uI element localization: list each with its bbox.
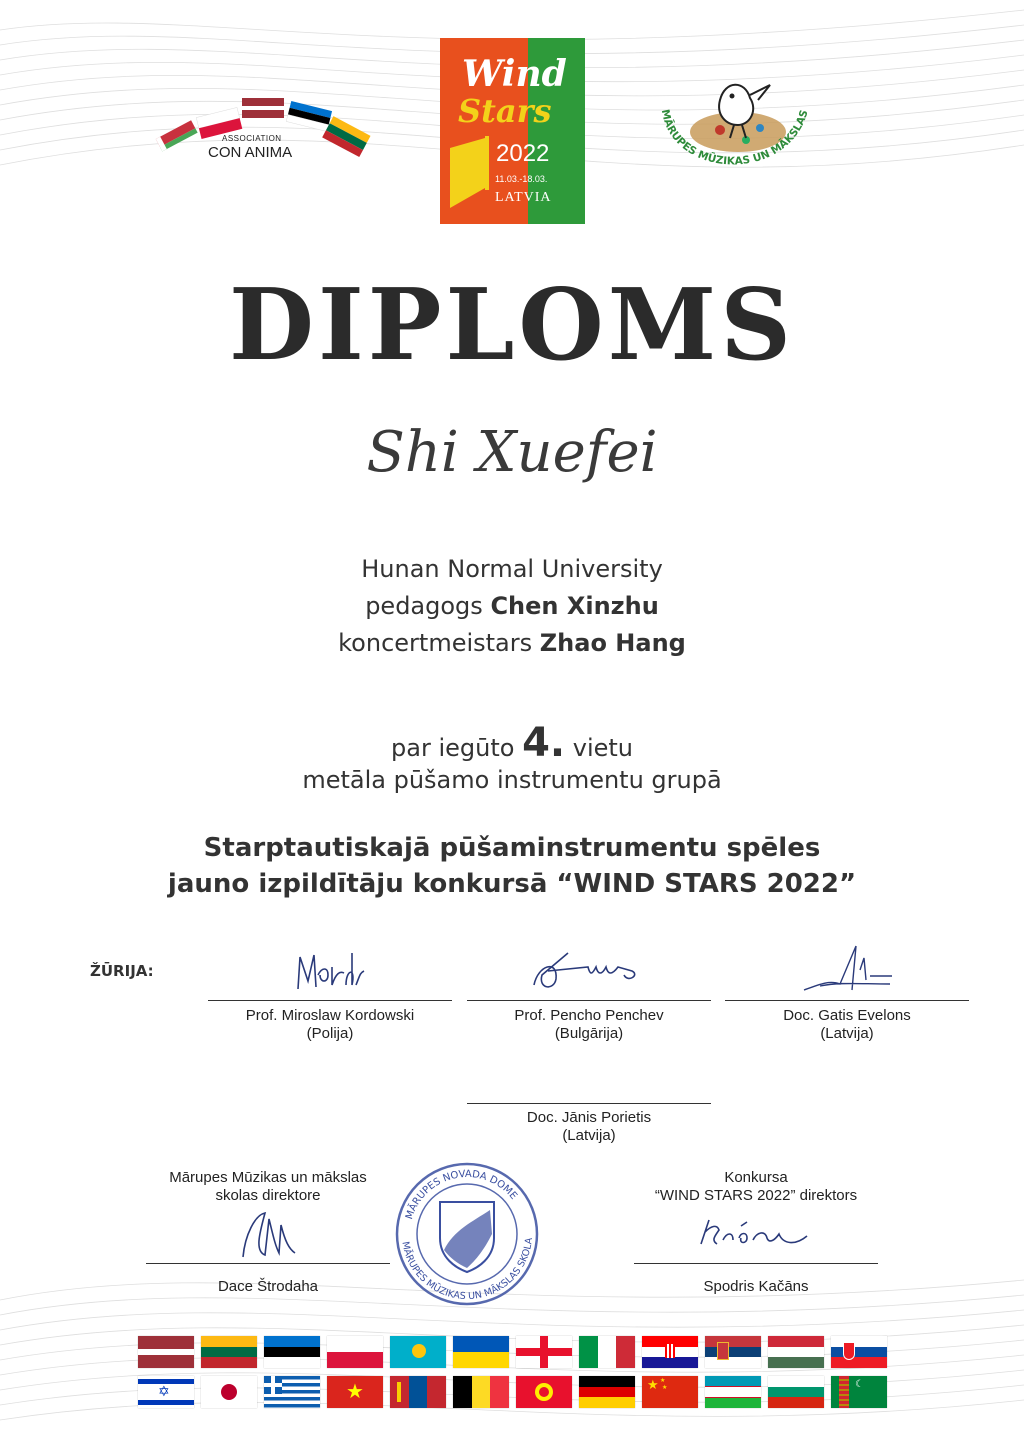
logo-word-stars: Stars (458, 92, 552, 130)
greece-flag (264, 1376, 320, 1408)
japan-flag (201, 1376, 257, 1408)
competition-director-name: Spodris Kačāns (703, 1278, 809, 1295)
competition-director-title (634, 1169, 878, 1205)
israel-flag: ✡ (138, 1376, 194, 1408)
serbia-flag (705, 1336, 761, 1368)
croatia-flag (642, 1336, 698, 1368)
competition-line-2: jauno izpildītāju konkursā “WIND STARS 2022” (167, 869, 857, 899)
logo-country: LATVIA (495, 190, 552, 205)
signature-strodaha (235, 1205, 305, 1265)
accompanist-role: koncertmeistars (338, 629, 533, 657)
jury-member-porietis (467, 1109, 711, 1145)
slovakia-flag (831, 1336, 887, 1368)
flags-row-1 (138, 1336, 888, 1368)
turkmenistan-flag: ☾ (831, 1376, 887, 1408)
jury-name: Doc. Gatis Evelons (783, 1007, 911, 1024)
china-flag: ★ ★ ★ (642, 1376, 698, 1408)
recipient-name: Shi Xuefei (366, 420, 658, 485)
association-logo (150, 92, 375, 172)
logo-dates: 11.03.-18.03. (495, 174, 548, 184)
jury-member-penchev (467, 1007, 711, 1043)
jury-country: (Bulgārija) (554, 1025, 624, 1042)
wind-stars-logo (440, 38, 585, 224)
competition-director-title-line2: “WIND STARS 2022” direktors (654, 1187, 858, 1204)
award-line (0, 720, 1024, 766)
jury-member-evelons (725, 1007, 969, 1043)
award-group: metāla pūšamo instrumentu grupā (302, 766, 722, 794)
competition-director-title-line1: Konkursa (724, 1169, 788, 1186)
signature-line-evelons (725, 1000, 969, 1001)
jury-member-kordowski (208, 1007, 452, 1043)
teacher-line (0, 592, 1024, 620)
signature-line-penchev (467, 1000, 711, 1001)
estonia-flag (264, 1336, 320, 1368)
association-name: CON ANIMA (208, 144, 293, 161)
italy-flag (579, 1336, 635, 1368)
stamp-top-text: MĀRUPES NOVADA DOME (404, 1168, 519, 1221)
school-logo-ring-text: MĀRUPES MŪZIKAS UN MĀKSLAS (658, 108, 811, 168)
signature-line-strodaha (146, 1263, 390, 1264)
bulgaria-flag (768, 1376, 824, 1408)
award-place: 4. (522, 720, 566, 766)
ukraine-flag (453, 1336, 509, 1368)
latvia-flag (138, 1336, 194, 1368)
signature-line-kordowski (208, 1000, 452, 1001)
signature-kordowski (290, 945, 370, 997)
school-director-title-line2: skolas direktore (215, 1187, 321, 1204)
school-director-name: Dace Štrodaha (217, 1278, 319, 1295)
flags-row-2 (138, 1376, 888, 1408)
association-small-label: ASSOCIATION (222, 134, 282, 143)
school-director-title (146, 1169, 390, 1205)
jury-name: Prof. Miroslaw Kordowski (245, 1007, 415, 1024)
belgium-flag (453, 1376, 509, 1408)
jury-country: (Latvija) (820, 1025, 874, 1042)
logo-word-wind: Wind (462, 53, 567, 95)
institution-name: Hunan Normal University (361, 555, 663, 583)
jury-name: Prof. Pencho Penchev (514, 1007, 664, 1024)
bird-palette-icon (650, 70, 815, 200)
signature-line-kacans (634, 1263, 878, 1264)
school-logo (650, 70, 815, 200)
stamp-bottom-text: MĀRUPES MŪZIKAS UN MĀKSLAS SKOLA (399, 1237, 535, 1303)
teacher-name: Chen Xinzhu (490, 592, 659, 620)
vietnam-flag: ★ (327, 1376, 383, 1408)
jury-country: (Latvija) (562, 1127, 616, 1144)
poland-flag (327, 1336, 383, 1368)
mongolia-flag (390, 1376, 446, 1408)
school-director-title-line1: Mārupes Mūzikas un mākslas (169, 1169, 367, 1186)
competition-name (0, 830, 1024, 902)
award-suffix: vietu (572, 734, 633, 762)
official-stamp (392, 1160, 542, 1308)
jury-country: (Polija) (306, 1025, 354, 1042)
diploma-title: DIPLOMS (228, 268, 796, 383)
signature-kacans (695, 1210, 820, 1258)
institution-line (0, 555, 1024, 583)
jury-label: ŽŪRIJA: (90, 962, 154, 980)
germany-flag (579, 1376, 635, 1408)
signature-evelons (800, 940, 900, 998)
logo-year: 2022 (496, 140, 550, 167)
signature-penchev (528, 945, 643, 997)
signature-line-porietis (467, 1103, 711, 1104)
accompanist-line (0, 629, 1024, 657)
teacher-role: pedagogs (365, 592, 483, 620)
georgia-flag (516, 1336, 572, 1368)
hungary-flag (768, 1336, 824, 1368)
jury-name: Doc. Jānis Porietis (526, 1109, 652, 1126)
uzbekistan-flag (705, 1376, 761, 1408)
lithuania-flag (201, 1336, 257, 1368)
competition-line-1: Starptautiskajā pūšaminstrumentu spēles (203, 833, 821, 863)
award-prefix: par iegūto (391, 734, 515, 762)
accompanist-name: Zhao Hang (539, 629, 686, 657)
kyrgyzstan-flag (516, 1376, 572, 1408)
kazakhstan-flag (390, 1336, 446, 1368)
